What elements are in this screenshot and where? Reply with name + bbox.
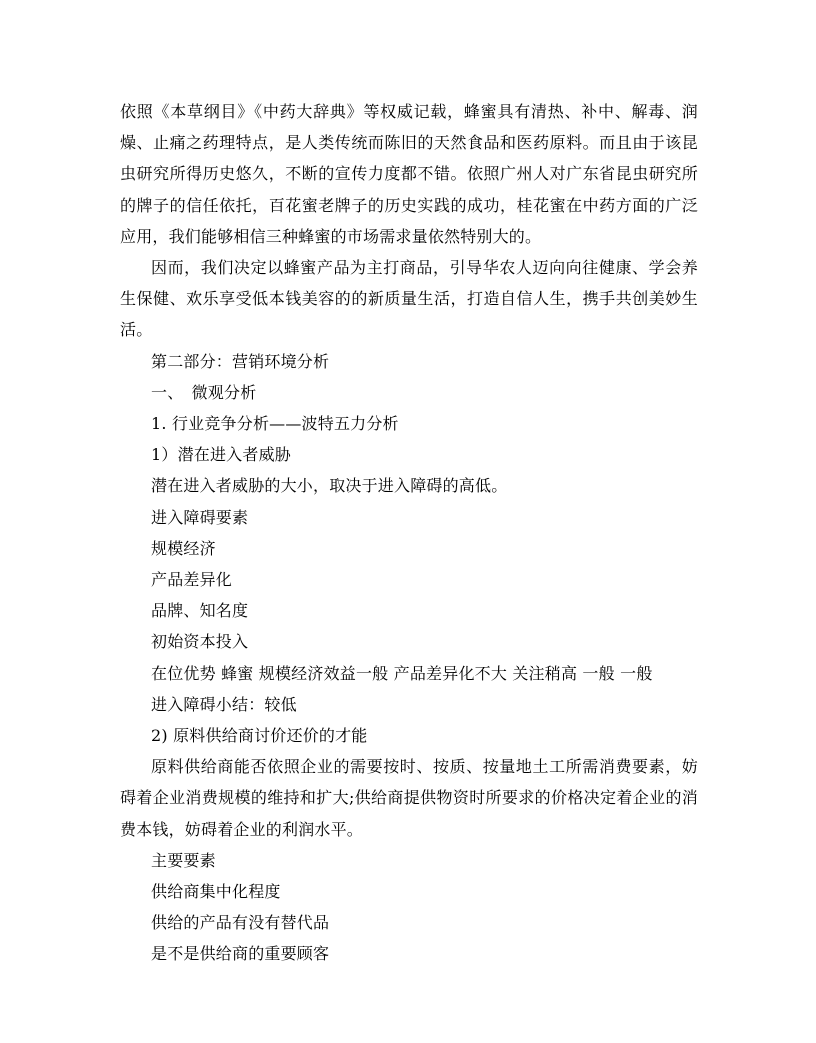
text-line: 在位优势 蜂蜜 规模经济效益一般 产品差异化不大 关注稍高 一般 一般 bbox=[151, 663, 653, 683]
item-heading-entrants: 1）潜在进入者威胁 bbox=[151, 445, 291, 465]
paragraph-suppliers: 原料供给商能否依照企业的需要按时、按质、按量地土工所需消费要素，妨碍着企业消费规模的维持和扩大;供给商提供物资时所要求的价格决定着企业的消费本钱，妨碍着企业的利润水平。 bbox=[120, 757, 698, 839]
document-body bbox=[120, 96, 698, 970]
paragraph-decision: 因而，我们决定以蜂蜜产品为主打商品，引导华农人迈向向往健康、学会养生保健、欢乐享受低本钱美容的的新质量生活，打造自信人生，携手共创美妙生活。 bbox=[120, 258, 698, 340]
text-line: 初始资本投入 bbox=[151, 632, 249, 652]
section-heading-part-two: 第二部分：营销环境分析 bbox=[151, 351, 330, 371]
item-heading-suppliers: 2) 原料供给商讨价还价的才能 bbox=[151, 726, 368, 746]
text-line: 产品差异化 bbox=[151, 570, 233, 590]
text-line: 供给商集中化程度 bbox=[151, 882, 281, 902]
text-line: 是不是供给商的重要顾客 bbox=[151, 944, 330, 964]
text-line: 进入障碍小结：较低 bbox=[151, 694, 297, 714]
text-line: 主要要素 bbox=[151, 850, 216, 870]
text-line: 品牌、知名度 bbox=[151, 601, 249, 621]
subsection-heading-micro: 一、 微观分析 bbox=[151, 382, 257, 402]
item-heading-porter: 1. 行业竞争分析——波特五力分析 bbox=[151, 414, 399, 434]
text-line: 规模经济 bbox=[151, 538, 216, 558]
text-line: 进入障碍要素 bbox=[151, 507, 249, 527]
text-line: 供给的产品有没有替代品 bbox=[151, 913, 330, 933]
text-line: 潜在进入者威胁的大小，取决于进入障碍的高低。 bbox=[151, 476, 508, 496]
paragraph-intro: 依照《本草纲目》《中药大辞典》等权威记载，蜂蜜具有清热、补中、解毒、润燥、止痛之药理特点，是人类传统而陈旧的天然食品和医药原料。而且由于该昆虫研究所得历史悠久，不断的宣传力度都不错。依照广州人对广东省昆虫研究所的牌子的信任依托，百花蜜老牌子的历史实践的成功，桂花蜜在中药方面的广泛应用，我们能够相信三种蜂蜜的市场需求量依然特别大的。 bbox=[120, 102, 698, 246]
